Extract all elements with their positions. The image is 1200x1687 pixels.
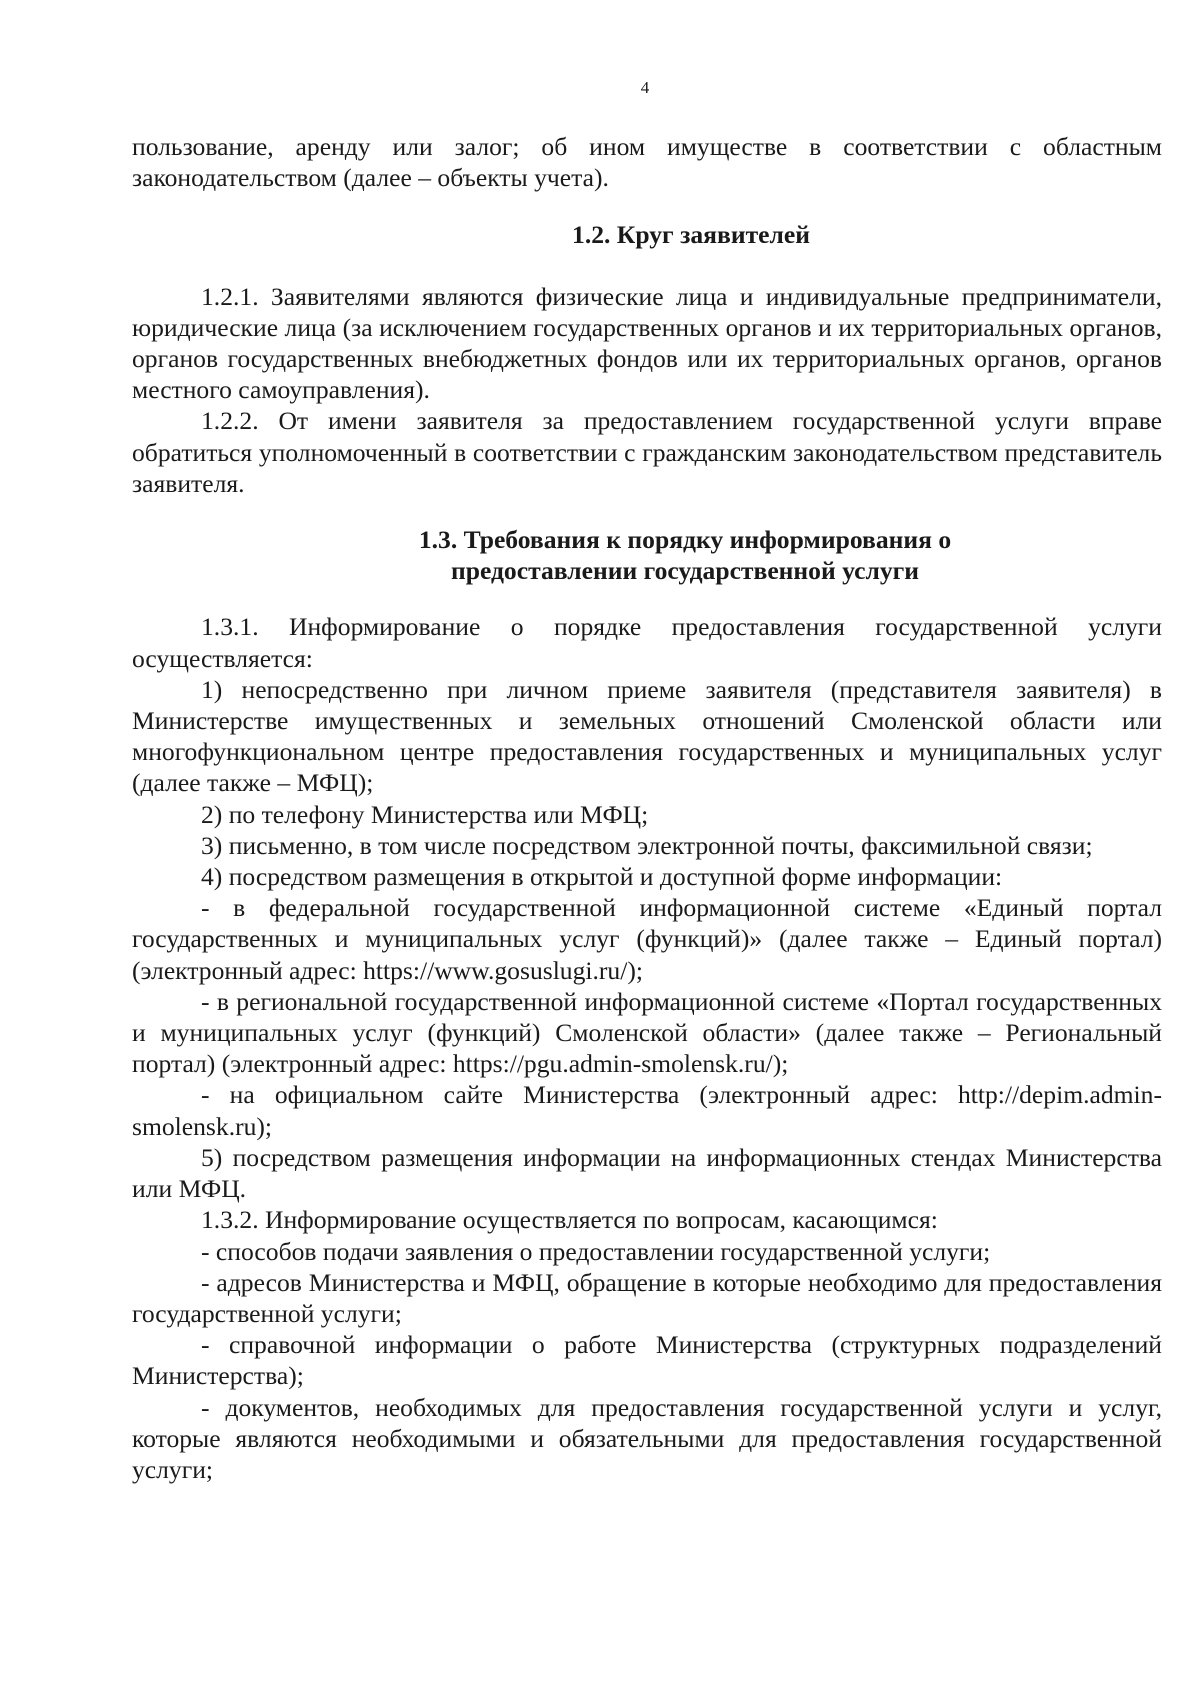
list-item-federal-portal: - в федеральной государственной информационной системе «Единый портал государственных и муниципальных услуг (функций)» (далее также – Единый портал) (электронный адрес: https://www.gosuslugi.ru/); [132,893,1162,985]
list-item-ministry-site: - на официальном сайте Министерства (электронный адрес: http://depim.admin-smolensk.ru); [132,1080,1162,1141]
document-body [132,131,1162,1485]
paragraph-1-3-1: 1.3.1. Информирование о порядке предоставления государственной услуги осуществляется: [132,612,1162,673]
paragraph-1-2-1: 1.2.1. Заявителями являются физические лица и индивидуальные предприниматели, юридические лица (за исключением государственных органов и их территориальных органов, органов государственных внебюджетных фондов или их территориальных органов, органов местного самоуправления). [132,281,1162,405]
list-item-regional-portal: - в региональной государственной информационной системе «Портал государственных и муниципальных услуг (функций) Смоленской области» (далее также – Региональный портал) (электронный адрес: https://pgu.admin-smolensk.ru/); [132,986,1162,1079]
section-heading-1-3 [132,524,1162,586]
paragraph-1-3-2: 1.3.2. Информирование осуществляется по вопросам, касающимся: [201,1205,938,1235]
list-item-submission-methods: - способов подачи заявления о предоставлении государственной услуги; [201,1236,991,1266]
paragraph-1-2-2: 1.2.2. От имени заявителя за предоставлением государственной услуги вправе обратиться уполномоченный в соответствии с гражданским законодательством представитель заявителя. [132,406,1162,498]
list-item-addresses: - адресов Министерства и МФЦ, обращение в которые необходимо для предоставления государственной услуги; [132,1267,1162,1328]
section-heading-1-3-line2: предоставлении государственной услуги [450,556,920,586]
list-item-documents: - документов, необходимых для предоставления государственной услуги и услуг, которые являются необходимыми и обязательными для предоставления государственной услуги; [132,1392,1162,1484]
list-item-2: 2) по телефону Министерства или МФЦ; [201,799,649,829]
list-item-reference-info: - справочной информации о работе Министерства (структурных подразделений Министерства); [132,1330,1162,1391]
section-heading-1-3-line1: 1.3. Требования к порядку информирования о [418,525,952,555]
list-item-5: 5) посредством размещения информации на информационных стендах Министерства или МФЦ. [132,1142,1162,1204]
intro-paragraph: пользование, аренду или залог; об ином имуществе в соответствии с областным законодательством (далее – объекты учета). [132,132,1162,193]
section-heading-1-2: 1.2. Круг заявителей [572,220,810,250]
list-item-3: 3) письменно, в том числе посредством электронной почты, факсимильной связи; [201,830,1093,860]
list-item-4: 4) посредством размещения в открытой и доступной форме информации: [201,862,1003,892]
list-item-1: 1) непосредственно при личном приеме заявителя (представителя заявителя) в Министерстве имущественных и земельных отношений Смоленской области или многофункциональном центре предоставления государственных и муниципальных услуг (далее также – МФЦ); [132,674,1162,798]
page-number: 4 [640,78,650,97]
